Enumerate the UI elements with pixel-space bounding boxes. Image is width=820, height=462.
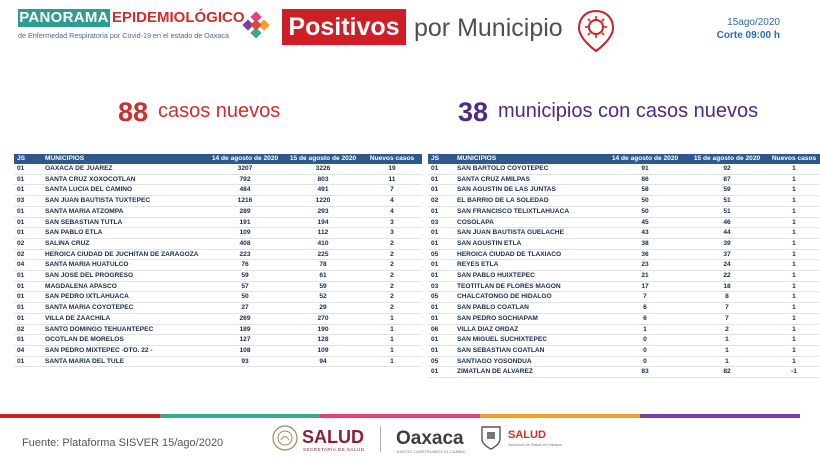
cell-municipio: SANTIAGO YOSONDUA bbox=[454, 356, 604, 367]
cell-new: 1 bbox=[768, 292, 820, 303]
brand-subtitle: de Enfermedad Respiratoria por Covid-19 en el estado de Oaxaca bbox=[18, 31, 229, 40]
cell-municipio: SAN FRANCISCO TELIXTLAHUACA bbox=[454, 206, 604, 217]
cell-municipio: SANTA LUCIA DEL CAMINO bbox=[42, 185, 206, 196]
table-row bbox=[428, 217, 820, 228]
col-aug14: 14 de agosto de 2020 bbox=[206, 154, 284, 164]
cell-municipio: HEROICA CIUDAD DE TLAXIACO bbox=[454, 249, 604, 260]
cell-aug15: 59 bbox=[284, 281, 362, 292]
cell-municipio: HEROICA CIUDAD DE JUCHITAN DE ZARAGOZA bbox=[42, 249, 206, 260]
cell-municipio: VILLA DE ZAACHILA bbox=[42, 313, 206, 324]
cell-aug14: 91 bbox=[604, 164, 686, 174]
oaxaca-shield-icon bbox=[480, 425, 502, 451]
cell-js: 01 bbox=[14, 217, 42, 228]
cell-aug15: 39 bbox=[686, 238, 768, 249]
salud-secondary-subtitle: Servicios de Salud de Oaxaca bbox=[508, 442, 562, 447]
cell-aug15: 37 bbox=[686, 249, 768, 260]
cell-new: 2 bbox=[362, 238, 422, 249]
table-row bbox=[428, 345, 820, 356]
cell-js: 01 bbox=[428, 260, 454, 271]
cell-aug14: 0 bbox=[604, 335, 686, 346]
cell-new: 4 bbox=[362, 206, 422, 217]
left-table bbox=[14, 154, 422, 367]
cell-js: 05 bbox=[428, 356, 454, 367]
cell-js: 01 bbox=[14, 174, 42, 185]
cell-aug14: 6 bbox=[604, 313, 686, 324]
cell-aug14: 76 bbox=[206, 260, 284, 271]
col-municipios: MUNICIPIOS bbox=[42, 154, 206, 164]
cell-aug14: 23 bbox=[604, 260, 686, 271]
table-row bbox=[428, 271, 820, 282]
table-row bbox=[14, 249, 422, 260]
report-date: 15ago/2020 bbox=[727, 17, 780, 28]
table-row bbox=[428, 324, 820, 335]
cell-municipio: SAN AGUSTIN DE LAS JUNTAS bbox=[454, 185, 604, 196]
cell-new: 1 bbox=[768, 345, 820, 356]
cell-new: 1 bbox=[768, 313, 820, 324]
table-row bbox=[14, 345, 422, 356]
cell-aug15: 59 bbox=[686, 185, 768, 196]
oaxaca-logo-subtitle: JUNTOS CONSTRUIMOS EL CAMBIO bbox=[396, 449, 466, 454]
table-row bbox=[14, 164, 422, 174]
cell-js: 04 bbox=[14, 260, 42, 271]
cell-new: 1 bbox=[768, 356, 820, 367]
table-row bbox=[428, 313, 820, 324]
cell-new: 1 bbox=[768, 206, 820, 217]
cell-aug15: 82 bbox=[686, 367, 768, 378]
col-municipios: MUNICIPIOS bbox=[454, 154, 604, 164]
salud-logo-subtitle: SECRETARÍA DE SALUD bbox=[303, 447, 365, 452]
cell-new: 1 bbox=[768, 249, 820, 260]
cell-municipio: SANTA MARIA ATZOMPA bbox=[42, 206, 206, 217]
cell-municipio: REYES ETLA bbox=[454, 260, 604, 271]
cell-aug15: 8 bbox=[686, 292, 768, 303]
cell-js: 01 bbox=[14, 292, 42, 303]
cell-municipio: SAN MIGUEL SUCHIXTEPEC bbox=[454, 335, 604, 346]
footer-stripe bbox=[0, 414, 800, 418]
cell-new: 1 bbox=[768, 217, 820, 228]
cell-aug15: 1 bbox=[686, 356, 768, 367]
table-row bbox=[14, 271, 422, 282]
virus-pin-icon bbox=[576, 9, 616, 53]
new-cases-number: 88 bbox=[118, 97, 149, 127]
table-row bbox=[428, 196, 820, 207]
cell-aug14: 58 bbox=[604, 185, 686, 196]
cell-municipio: SANTA MARIA COYOTEPEC bbox=[42, 303, 206, 314]
col-new: Nuevos casos bbox=[768, 154, 820, 164]
table-row bbox=[14, 228, 422, 239]
cell-new: 7 bbox=[362, 185, 422, 196]
cell-aug15: 410 bbox=[284, 238, 362, 249]
cell-new: 2 bbox=[362, 281, 422, 292]
cell-js: 02 bbox=[14, 324, 42, 335]
cell-aug14: 0 bbox=[604, 345, 686, 356]
cell-js: 05 bbox=[428, 292, 454, 303]
cell-js: 01 bbox=[14, 313, 42, 324]
footer-divider bbox=[380, 426, 381, 452]
cell-js: 01 bbox=[428, 367, 454, 378]
cell-new: 3 bbox=[362, 228, 422, 239]
cell-aug14: 189 bbox=[206, 324, 284, 335]
table-row bbox=[428, 260, 820, 271]
cell-aug14: 83 bbox=[604, 367, 686, 378]
cell-municipio: VILLA DIAZ ORDAZ bbox=[454, 324, 604, 335]
table-row bbox=[428, 228, 820, 239]
footer-source: Fuente: Plataforma SISVER 15/ago/2020 bbox=[22, 437, 224, 449]
cell-js: 01 bbox=[14, 281, 42, 292]
cell-js: 01 bbox=[14, 356, 42, 367]
cell-new: 1 bbox=[768, 335, 820, 346]
salud-secondary-text: SALUD bbox=[508, 429, 546, 441]
cell-aug15: 293 bbox=[284, 206, 362, 217]
cell-municipio: SAN PEDRO MIXTEPEC -DTO. 22 - bbox=[42, 345, 206, 356]
cell-aug15: 18 bbox=[686, 281, 768, 292]
cell-js: 02 bbox=[14, 238, 42, 249]
cell-municipio: TEOTITLAN DE FLORES MAGON bbox=[454, 281, 604, 292]
cell-aug14: 93 bbox=[206, 356, 284, 367]
table-row bbox=[428, 292, 820, 303]
cell-aug15: 51 bbox=[686, 196, 768, 207]
cell-new: 1 bbox=[768, 324, 820, 335]
cell-new: 19 bbox=[362, 164, 422, 174]
table-row bbox=[428, 281, 820, 292]
municipalities-number: 38 bbox=[458, 97, 489, 127]
cell-new: 2 bbox=[362, 292, 422, 303]
cell-aug14: 59 bbox=[206, 271, 284, 282]
cell-aug15: 2 bbox=[686, 324, 768, 335]
cell-aug14: 21 bbox=[604, 271, 686, 282]
table-row bbox=[14, 303, 422, 314]
cell-aug14: 27 bbox=[206, 303, 284, 314]
cell-aug14: 289 bbox=[206, 206, 284, 217]
cell-js: 01 bbox=[428, 303, 454, 314]
cell-js: 01 bbox=[428, 238, 454, 249]
cell-aug14: 1 bbox=[604, 324, 686, 335]
cell-js: 01 bbox=[428, 228, 454, 239]
cell-municipio: SAN PABLO ETLA bbox=[42, 228, 206, 239]
cell-municipio: COSOLAPA bbox=[454, 217, 604, 228]
title-box: Positivos bbox=[282, 9, 406, 45]
cell-new: 1 bbox=[362, 335, 422, 346]
table-row bbox=[428, 164, 820, 174]
cell-aug15: 109 bbox=[284, 345, 362, 356]
cell-aug15: 194 bbox=[284, 217, 362, 228]
municipalities-label: municipios con casos nuevos bbox=[498, 100, 759, 122]
cell-aug15: 24 bbox=[686, 260, 768, 271]
diamond-logo-icon bbox=[240, 11, 272, 43]
table-row bbox=[428, 249, 820, 260]
cell-js: 01 bbox=[14, 228, 42, 239]
table-row bbox=[14, 174, 422, 185]
cell-aug14: 45 bbox=[604, 217, 686, 228]
cell-aug15: 112 bbox=[284, 228, 362, 239]
cell-js: 06 bbox=[428, 324, 454, 335]
cell-js: 01 bbox=[428, 164, 454, 174]
cell-aug15: 61 bbox=[284, 271, 362, 282]
cell-aug14: 269 bbox=[206, 313, 284, 324]
table-row bbox=[14, 313, 422, 324]
col-aug15: 15 de agosto de 2020 bbox=[686, 154, 768, 164]
oaxaca-logo-text: Oaxaca bbox=[396, 428, 464, 449]
cell-js: 01 bbox=[428, 335, 454, 346]
cell-js: 02 bbox=[428, 196, 454, 207]
cell-aug15: 190 bbox=[284, 324, 362, 335]
table-row bbox=[14, 292, 422, 303]
cell-municipio: SAN JUAN BAUTISTA TUXTEPEC bbox=[42, 196, 206, 207]
cell-new: 1 bbox=[768, 185, 820, 196]
cell-municipio: SAN AGUSTIN ETLA bbox=[454, 238, 604, 249]
report-cut: Corte 09:00 h bbox=[716, 30, 780, 41]
cell-new: 2 bbox=[362, 249, 422, 260]
cell-municipio: SAN SEBASTIAN COATLAN bbox=[454, 345, 604, 356]
cell-js: 01 bbox=[428, 271, 454, 282]
cell-js: 01 bbox=[14, 164, 42, 174]
cell-aug14: 408 bbox=[206, 238, 284, 249]
cell-new: 2 bbox=[362, 260, 422, 271]
cell-aug15: 44 bbox=[686, 228, 768, 239]
mexico-seal-icon bbox=[272, 425, 298, 451]
cell-aug15: 29 bbox=[284, 303, 362, 314]
cell-municipio: SAN PEDRO IXTLAHUACA bbox=[42, 292, 206, 303]
cell-aug14: 7 bbox=[604, 292, 686, 303]
cell-municipio: SAN JUAN BAUTISTA GUELACHE bbox=[454, 228, 604, 239]
cell-municipio: SAN PABLO HUIXTEPEC bbox=[454, 271, 604, 282]
cell-js: 01 bbox=[428, 174, 454, 185]
cell-aug15: 270 bbox=[284, 313, 362, 324]
col-aug14: 14 de agosto de 2020 bbox=[604, 154, 686, 164]
cell-aug15: 94 bbox=[284, 356, 362, 367]
cell-new: 11 bbox=[362, 174, 422, 185]
cell-aug14: 17 bbox=[604, 281, 686, 292]
table-row bbox=[14, 217, 422, 228]
cell-new: 1 bbox=[362, 345, 422, 356]
cell-new: 3 bbox=[362, 217, 422, 228]
table-row bbox=[14, 206, 422, 217]
cell-aug14: 127 bbox=[206, 335, 284, 346]
cell-new: 1 bbox=[768, 271, 820, 282]
table-row bbox=[14, 196, 422, 207]
cell-aug14: 38 bbox=[604, 238, 686, 249]
cell-aug14: 50 bbox=[604, 206, 686, 217]
cell-new: 1 bbox=[768, 174, 820, 185]
salud-logo-text: SALUD bbox=[302, 427, 364, 447]
cell-new: 1 bbox=[768, 228, 820, 239]
cell-aug14: 6 bbox=[604, 303, 686, 314]
cell-js: 01 bbox=[14, 185, 42, 196]
cell-aug14: 50 bbox=[604, 196, 686, 207]
new-cases-label: casos nuevos bbox=[158, 100, 281, 122]
table-row bbox=[14, 324, 422, 335]
cell-aug14: 50 bbox=[206, 292, 284, 303]
cell-js: 01 bbox=[428, 345, 454, 356]
cell-js: 05 bbox=[428, 249, 454, 260]
cell-aug15: 1 bbox=[686, 335, 768, 346]
cell-new: 2 bbox=[362, 303, 422, 314]
title-rest: por Municipio bbox=[414, 14, 563, 42]
cell-new: 1 bbox=[362, 324, 422, 335]
cell-aug14: 108 bbox=[206, 345, 284, 356]
cell-js: 01 bbox=[428, 313, 454, 324]
cell-aug15: 78 bbox=[284, 260, 362, 271]
brand-word: EPIDEMIOLÓGICO bbox=[112, 9, 245, 26]
cell-new: 1 bbox=[768, 260, 820, 271]
table-row bbox=[428, 174, 820, 185]
cell-aug15: 1220 bbox=[284, 196, 362, 207]
cell-aug15: 128 bbox=[284, 335, 362, 346]
cell-new: 1 bbox=[362, 313, 422, 324]
brand-box: PANORAMA bbox=[19, 9, 109, 26]
cell-aug15: 803 bbox=[284, 174, 362, 185]
cell-aug15: 7 bbox=[686, 313, 768, 324]
cell-aug14: 86 bbox=[604, 174, 686, 185]
cell-aug14: 109 bbox=[206, 228, 284, 239]
cell-aug15: 225 bbox=[284, 249, 362, 260]
cell-new: 1 bbox=[768, 196, 820, 207]
right-table bbox=[428, 154, 820, 378]
cell-js: 01 bbox=[14, 303, 42, 314]
cell-aug15: 22 bbox=[686, 271, 768, 282]
cell-municipio: SANTA MARIA DEL TULE bbox=[42, 356, 206, 367]
cell-aug14: 57 bbox=[206, 281, 284, 292]
cell-municipio: SAN PABLO COATLAN bbox=[454, 303, 604, 314]
cell-js: 02 bbox=[14, 249, 42, 260]
table-row bbox=[14, 238, 422, 249]
cell-js: 03 bbox=[14, 196, 42, 207]
table-row bbox=[14, 260, 422, 271]
table-header-row bbox=[428, 154, 820, 164]
cell-aug15: 92 bbox=[686, 164, 768, 174]
cell-municipio: CHALCATONGO DE HIDALGO bbox=[454, 292, 604, 303]
table-row bbox=[428, 238, 820, 249]
cell-municipio: OCOTLAN DE MORELOS bbox=[42, 335, 206, 346]
table-row bbox=[428, 367, 820, 378]
cell-aug14: 223 bbox=[206, 249, 284, 260]
cell-municipio: SAN PEDRO SOCHIAPAM bbox=[454, 313, 604, 324]
cell-new: 1 bbox=[768, 164, 820, 174]
cell-js: 01 bbox=[14, 335, 42, 346]
cell-municipio: OAXACA DE JUAREZ bbox=[42, 164, 206, 174]
cell-municipio: SAN SEBASTIAN TUTLA bbox=[42, 217, 206, 228]
cell-aug14: 484 bbox=[206, 185, 284, 196]
cell-js: 03 bbox=[428, 281, 454, 292]
table-row bbox=[428, 335, 820, 346]
cell-new: 1 bbox=[768, 303, 820, 314]
cell-municipio: SAN JOSE DEL PROGRESO bbox=[42, 271, 206, 282]
cell-js: 01 bbox=[428, 185, 454, 196]
cell-municipio: EL BARRIO DE LA SOLEDAD bbox=[454, 196, 604, 207]
cell-aug15: 1 bbox=[686, 345, 768, 356]
table-row bbox=[14, 335, 422, 346]
cell-new: -1 bbox=[768, 367, 820, 378]
cell-new: 2 bbox=[362, 271, 422, 282]
cell-aug14: 36 bbox=[604, 249, 686, 260]
cell-municipio: SANTA CRUZ XOXOCOTLAN bbox=[42, 174, 206, 185]
cell-js: 01 bbox=[14, 206, 42, 217]
table-row bbox=[14, 281, 422, 292]
cell-js: 03 bbox=[428, 217, 454, 228]
table-row bbox=[428, 356, 820, 367]
cell-new: 4 bbox=[362, 196, 422, 207]
col-js: JS bbox=[428, 154, 454, 164]
cell-js: 01 bbox=[428, 206, 454, 217]
cell-new: 1 bbox=[768, 238, 820, 249]
cell-aug14: 191 bbox=[206, 217, 284, 228]
cell-aug15: 87 bbox=[686, 174, 768, 185]
cell-js: 04 bbox=[14, 345, 42, 356]
cell-municipio: SANTO DOMINGO TEHUANTEPEC bbox=[42, 324, 206, 335]
table-row bbox=[14, 185, 422, 196]
cell-aug14: 792 bbox=[206, 174, 284, 185]
cell-municipio: SANTA CRUZ AMILPAS bbox=[454, 174, 604, 185]
cell-aug15: 52 bbox=[284, 292, 362, 303]
table-row bbox=[428, 185, 820, 196]
cell-aug15: 491 bbox=[284, 185, 362, 196]
cell-aug15: 7 bbox=[686, 303, 768, 314]
cell-municipio: ZIMATLAN DE ALVAREZ bbox=[454, 367, 604, 378]
col-js: JS bbox=[14, 154, 42, 164]
table-row bbox=[428, 206, 820, 217]
cell-municipio: SALINA CRUZ bbox=[42, 238, 206, 249]
cell-js: 01 bbox=[14, 271, 42, 282]
cell-aug14: 43 bbox=[604, 228, 686, 239]
cell-municipio: SANTA MARIA HUATULCO bbox=[42, 260, 206, 271]
cell-municipio: MAGDALENA APASCO bbox=[42, 281, 206, 292]
cell-aug15: 3226 bbox=[284, 164, 362, 174]
table-header-row bbox=[14, 154, 422, 164]
cell-aug15: 46 bbox=[686, 217, 768, 228]
cell-aug14: 3207 bbox=[206, 164, 284, 174]
col-aug15: 15 de agosto de 2020 bbox=[284, 154, 362, 164]
table-row bbox=[428, 303, 820, 314]
cell-aug15: 51 bbox=[686, 206, 768, 217]
cell-new: 1 bbox=[362, 356, 422, 367]
cell-aug14: 0 bbox=[604, 356, 686, 367]
col-new: Nuevos casos bbox=[362, 154, 422, 164]
cell-municipio: SAN BARTOLO COYOTEPEC bbox=[454, 164, 604, 174]
cell-new: 1 bbox=[768, 281, 820, 292]
cell-aug14: 1216 bbox=[206, 196, 284, 207]
table-row bbox=[14, 356, 422, 367]
